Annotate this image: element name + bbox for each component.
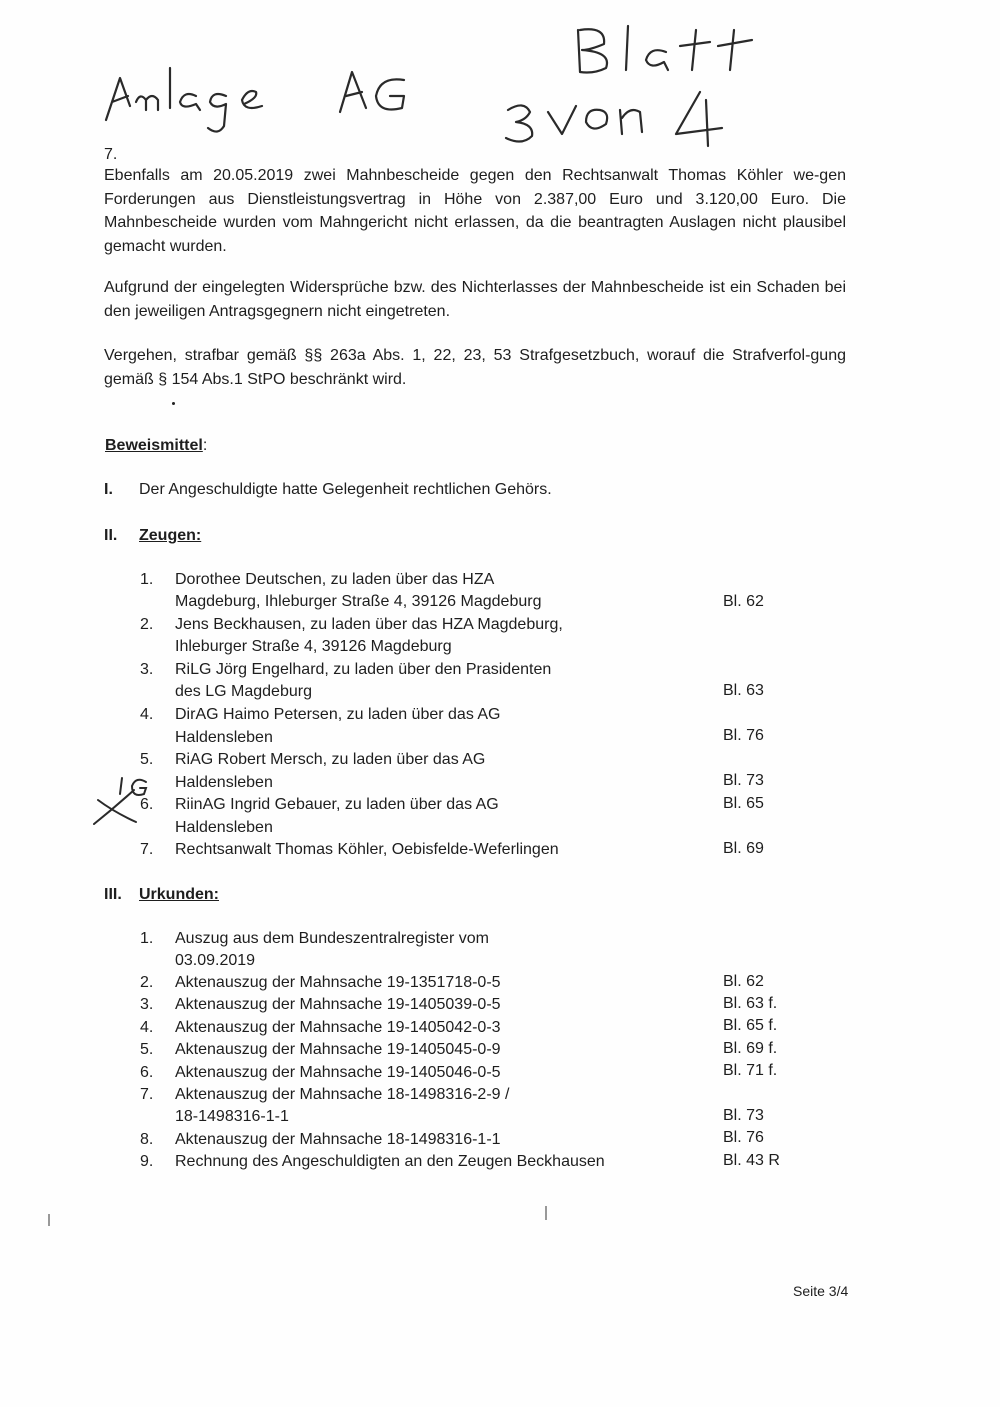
part-one-text: Der Angeschuldigte hatte Gelegenheit rechtlichen Gehörs. [139,481,552,498]
paragraph-vergehen: Vergehen, strafbar gemäß §§ 263a Abs. 1, 22, 23, 53 Strafgesetzbuch, worauf die Strafverfol-gung gemäß § 154 Abs.1 StPO beschränkt wird. [104,347,846,388]
part-two-numeral: II. [104,527,118,544]
list-item-reference: Bl. 63 [723,682,764,699]
list-item-line: Aktenauszug der Mahnsache 19-1351718-0-5 [175,974,501,991]
list-item-line: Haldensleben [175,819,273,836]
list-item-line: RiLG Jörg Engelhard, zu laden über den Prasidenten [175,661,552,678]
list-item-line: Ihleburger Straße 4, 39126 Magdeburg [175,638,452,655]
list-item-line: Magdeburg, Ihleburger Straße 4, 39126 Magdeburg [175,593,542,610]
list-item-line: Jens Beckhausen, zu laden über das HZA Magdeburg, [175,616,563,633]
list-item-number: 7. [140,1086,154,1103]
list-item-reference: Bl. 71 f. [723,1062,778,1079]
paragraph-schaden: Aufgrund der eingelegten Widersprüche bzw. des Nichterlasses der Mahnbescheide ist ein Schaden bei den jeweiligen Antragsgegnern nicht eingetreten. [104,279,846,320]
list-item-number: 9. [140,1153,154,1170]
list-item-reference: Bl. 69 f. [723,1040,778,1057]
beweismittel-title: Beweismittel [105,437,203,454]
list-item-number: 1. [140,571,154,588]
list-item-number: 6. [140,796,154,813]
list-item-line: Rechnung des Angeschuldigten an den Zeugen Beckhausen [175,1153,605,1170]
handwritten-initials [0,0,1,1]
list-item-line: Dorothee Deutschen, zu laden über das HZA [175,571,495,588]
beweismittel-colon: : [202,437,208,454]
list-item-line: 18-1498316-1-1 [175,1108,289,1125]
list-item-reference: Bl. 73 [723,1107,764,1124]
list-item-line: Aktenauszug der Mahnsache 19-1405039-0-5 [175,996,501,1013]
list-item-line: RiAG Robert Mersch, zu laden über das AG [175,751,486,768]
list-item-line: Aktenauszug der Mahnsache 19-1405045-0-9 [175,1041,501,1058]
list-item-line: DirAG Haimo Petersen, zu laden über das AG [175,706,501,723]
list-item-reference: Bl. 76 [723,1129,764,1146]
list-item-number: 4. [140,706,154,723]
list-item-reference: Bl. 65 [723,795,764,812]
list-item-reference: Bl. 76 [723,727,764,744]
list-item-line: Auszug aus dem Bundeszentralregister vom [175,930,489,947]
list-item-reference: Bl. 62 [723,593,764,610]
list-item-number: 3. [140,661,154,678]
paragraph-mahnbescheide: Ebenfalls am 20.05.2019 zwei Mahnbescheide gegen den Rechtsanwalt Thomas Köhler we-gen Forderungen aus Dienstleistungsvertrag in Höhe von 2.387,00 Euro und 3.120,00 Euro. Die Mahnbescheide wurden vom Mahngericht nicht erlassen, da die beantragten Auslagen nicht plausibel gemacht wurden. [104,167,846,255]
list-item-number: 1. [140,930,154,947]
part-three-title: Urkunden: [139,886,219,903]
part-two-title: Zeugen: [139,527,202,544]
scan-speck [48,1214,50,1226]
stray-dot [172,402,175,405]
list-item-number: 6. [140,1064,154,1081]
list-item-reference: Bl. 43 R [723,1152,780,1169]
list-item-line: Aktenauszug der Mahnsache 19-1405042-0-3 [175,1019,501,1036]
list-item-line: Aktenauszug der Mahnsache 19-1405046-0-5 [175,1064,501,1081]
list-item-line: Rechtsanwalt Thomas Köhler, Oebisfelde-Weferlingen [175,841,559,858]
list-item-reference: Bl. 65 f. [723,1017,778,1034]
list-item-number: 7. [140,841,154,858]
list-item-number: 8. [140,1131,154,1148]
list-item-reference: Bl. 69 [723,840,764,857]
page-number: Seite 3/4 [793,1283,849,1299]
list-item-number: 3. [140,996,154,1013]
part-three-numeral: III. [104,886,122,903]
list-item-line: RiinAG Ingrid Gebauer, zu laden über das AG [175,796,499,813]
section-number: 7. [104,146,118,163]
list-item-reference: Bl. 63 f. [723,995,778,1012]
list-item-reference: Bl. 62 [723,973,764,990]
list-item-number: 4. [140,1019,154,1036]
list-item-line: Haldensleben [175,729,273,746]
list-item-number: 2. [140,974,154,991]
list-item-line: 03.09.2019 [175,952,256,969]
scan-speck [545,1206,547,1220]
list-item-line: Aktenauszug der Mahnsache 18-1498316-2-9 / [175,1086,510,1103]
list-item-number: 5. [140,1041,154,1058]
list-item-reference: Bl. 73 [723,772,764,789]
beweismittel-heading [105,437,207,455]
list-item-number: 2. [140,616,154,633]
list-item-line: Haldensleben [175,774,273,791]
list-item-line: Aktenauszug der Mahnsache 18-1498316-1-1 [175,1131,501,1148]
list-item-number: 5. [140,751,154,768]
list-item-line: des LG Magdeburg [175,683,312,700]
part-one-numeral: I. [104,481,113,498]
